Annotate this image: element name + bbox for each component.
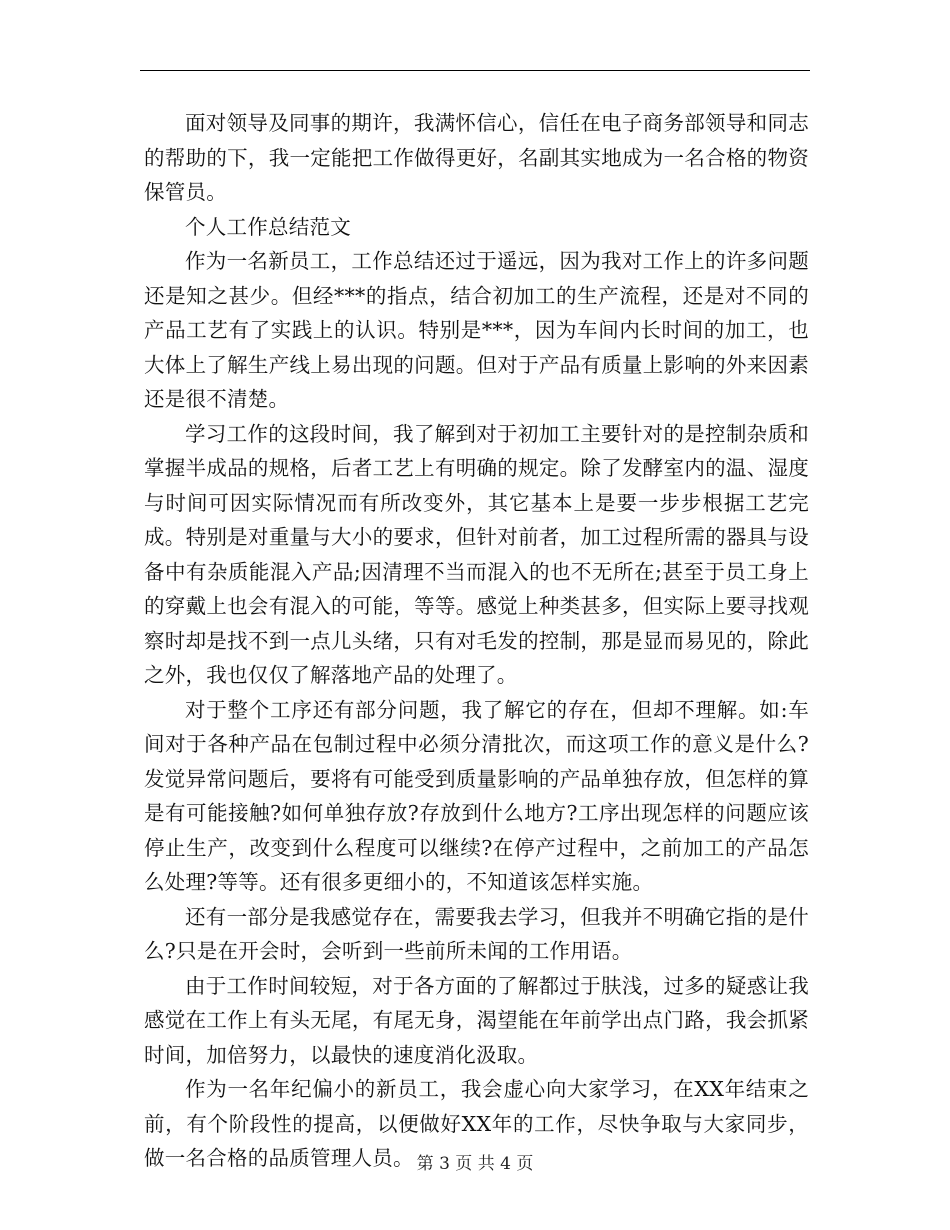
body-text — [144, 106, 809, 1176]
section-heading: 个人工作总结范文 — [185, 214, 351, 239]
paragraph: 由于工作时间较短，对于各方面的了解都过于肤浅，过多的疑惑让我感觉在工作上有头无尾，有尾无身，渴望能在年前学出点门路，我会抓紧时间，加倍努力，以最快的速度消化汲取。 — [144, 973, 809, 1067]
paragraph: 面对领导及同事的期许，我满怀信心，信任在电子商务部领导和同志的帮助的下，我一定能把工作做得更好，名副其实地成为一名合格的物资保管员。 — [144, 111, 809, 204]
header-rule — [140, 70, 810, 71]
paragraph: 作为一名新员工，工作总结还过于遥远，因为我对工作上的许多问题还是知之甚少。但经***的指点，结合初加工的生产流程，还是对不同的产品工艺有了实践上的认识。特别是***，因为车间内长时间的加工，也大体上了解生产线上易出现的问题。但对于产品有质量上影响的外来因素还是很不清楚。 — [144, 249, 809, 411]
page-number: 第 3 页 共 4 页 — [416, 1154, 534, 1174]
paragraph: 学习工作的这段时间，我了解到对于初加工主要针对的是控制杂质和掌握半成品的规格，后者工艺上有明确的规定。除了发酵室内的温、湿度与时间可因实际情况而有所改变外，其它基本上是要一步步根据工艺完成。特别是对重量与大小的要求，但针对前者，加工过程所需的器具与设备中有杂质能混入产品;因清理不当而混入的也不无所在;甚至于员工身上的穿戴上也会有混入的可能，等等。感觉上种类甚多，但实际上要寻找观察时却是找不到一点儿头绪，只有对毛发的控制，那是显而易见的，除此之外，我也仅仅了解落地产品的处理了。 — [144, 421, 809, 687]
paragraph: 还有一部分是我感觉存在，需要我去学习，但我并不明确它指的是什么?只是在开会时，会听到一些前所未闻的工作用语。 — [144, 904, 809, 963]
paragraph: 对于整个工序还有部分问题，我了解它的存在，但却不理解。如:车间对于各种产品在包制过程中必须分清批次，而这项工作的意义是什么?发觉异常问题后，要将有可能受到质量影响的产品单独存放，但怎样的算是有可能接触?如何单独存放?存放到什么地方?工序出现怎样的问题应该停止生产，改变到什么程度可以继续?在停产过程中，之前加工的产品怎么处理?等等。还有很多更细小的，不知道该怎样实施。 — [144, 697, 809, 894]
paragraph: 作为一名年纪偏小的新员工，我会虚心向大家学习，在XX年结束之前，有个阶段性的提高，以便做好XX年的工作，尽快争取与大家同步，做一名合格的品质管理人员。 — [144, 1077, 809, 1170]
